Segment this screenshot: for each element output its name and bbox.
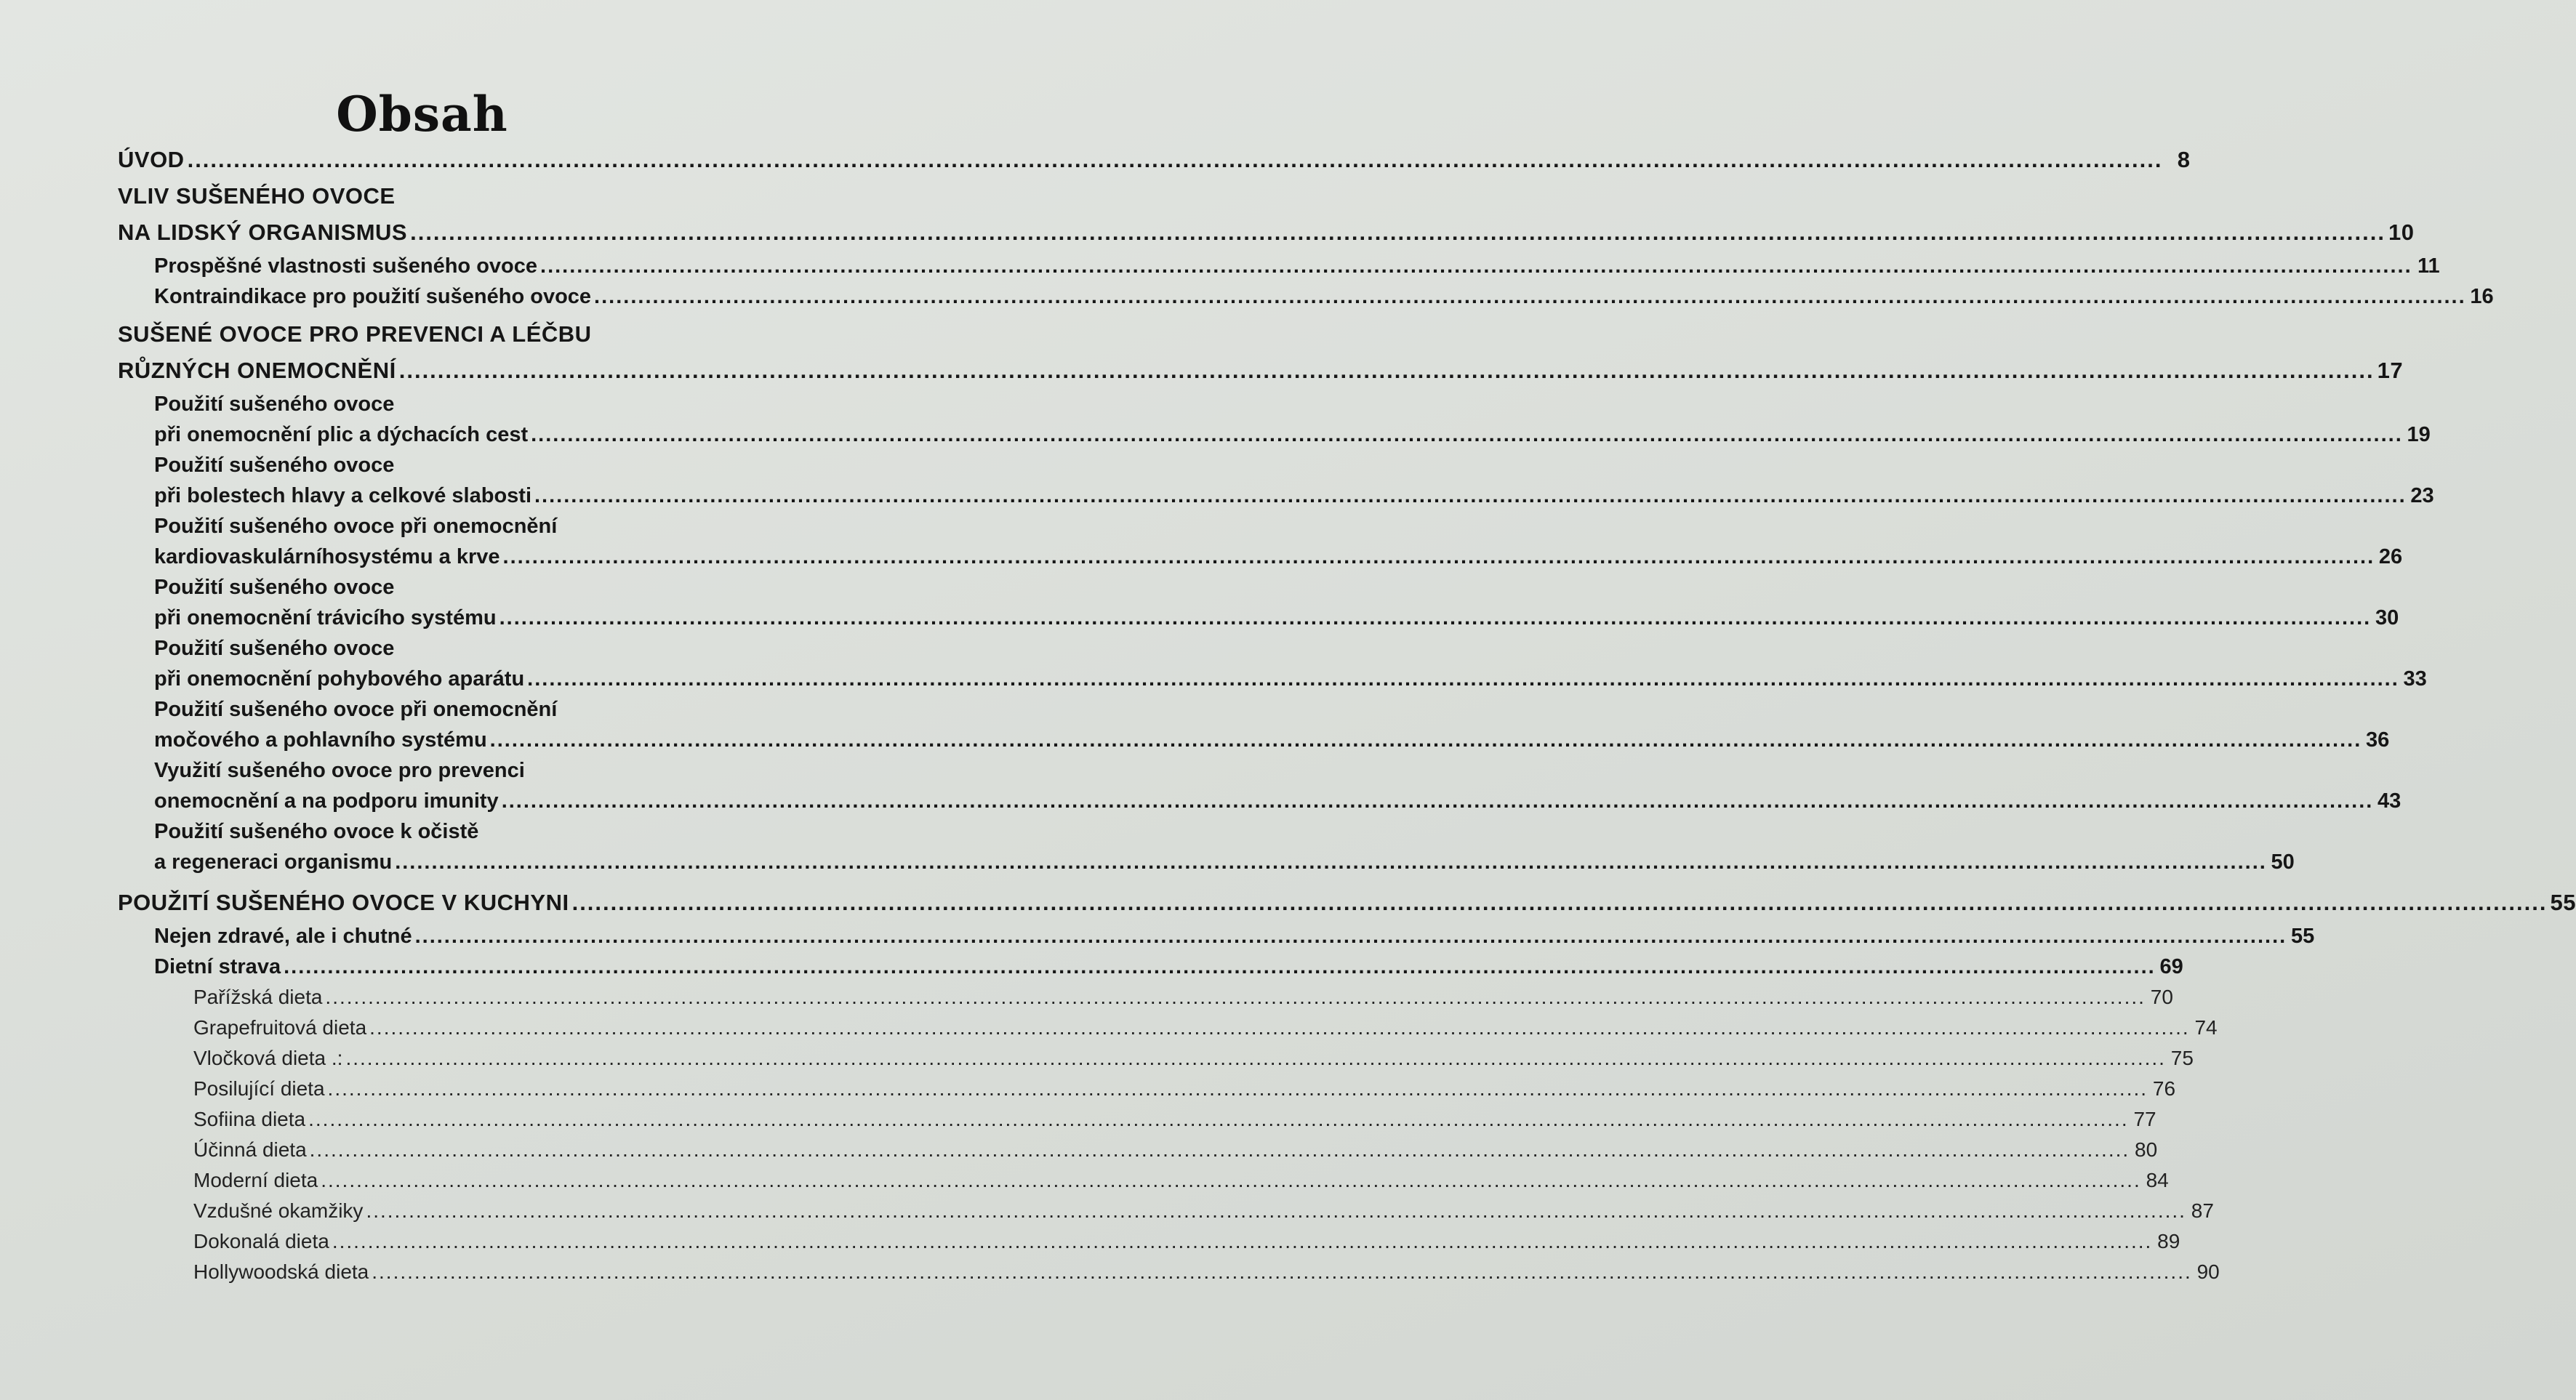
leader-dots: ................................................................................................................................................................................................................................................................	[531, 423, 2403, 446]
toc-entry-posilujici	[118, 1074, 2176, 1104]
toc-entry-label: Vzdušné okamžiky	[193, 1199, 364, 1222]
toc-entry-grapefruitova	[118, 1013, 2218, 1043]
toc-entry-travici-line2	[118, 603, 2399, 633]
leader-dots: ................................................................................................................................................................................................................................................................	[398, 358, 2375, 383]
toc-page-number: 55	[2290, 925, 2315, 948]
toc-page-number: 90	[2196, 1260, 2220, 1283]
leader-dots: ................................................................................................................................................................................................................................................................	[540, 254, 2412, 278]
leader-dots: ................................................................................................................................................................................................................................................................	[502, 545, 2375, 568]
toc-entry-ocista-line1	[118, 816, 743, 847]
toc-page-number: 84	[2146, 1169, 2169, 1191]
leader-dots: ................................................................................................................................................................................................................................................................	[369, 1016, 2190, 1039]
toc-entry-label: Hollywoodská dieta	[193, 1260, 369, 1283]
toc-entry-prevence-line2	[118, 353, 2404, 389]
toc-entry-label: Použití sušeného ovoce při onemocnění	[154, 698, 558, 721]
leader-dots: ................................................................................................................................................................................................................................................................	[366, 1199, 2186, 1222]
leader-dots: ................................................................................................................................................................................................................................................................	[534, 484, 2407, 507]
toc-entry-label: při onemocnění trávicího systému	[154, 606, 497, 629]
leader-dots: ................................................................................................................................................................................................................................................................	[594, 285, 2466, 308]
toc-entry-ocista-line2	[118, 847, 2295, 877]
leader-dots: ................................................................................................................................................................................................................................................................	[571, 890, 2548, 915]
toc-entry-label: Nejen zdravé, ale i chutné	[154, 925, 412, 948]
toc-entry-label: NA LIDSKÝ ORGANISMUS	[118, 220, 408, 245]
toc-entry-pohyb-line1	[118, 633, 743, 664]
toc-page-number: 36	[2366, 728, 2390, 752]
toc-page-number: 74	[2194, 1016, 2218, 1039]
toc-page-number: 23	[2410, 484, 2434, 507]
toc-page-number: 55	[2550, 890, 2576, 915]
toc-page-number: 26	[2378, 545, 2403, 568]
toc-entry-label: Posilující dieta	[193, 1077, 325, 1100]
toc-entry-dietni-strava	[118, 952, 2183, 982]
toc-entry-mocovy-line2	[118, 725, 2390, 755]
toc-entry-kontraindikace	[118, 281, 2494, 312]
toc-entry-label: Dietní strava	[154, 955, 281, 978]
toc-entry-kuchyne	[118, 885, 2576, 921]
toc-entry-label: Kontraindikace pro použití sušeného ovoce	[154, 285, 592, 308]
toc-entry-label: Pařížská dieta	[193, 986, 323, 1008]
toc-entry-hollywoodska	[118, 1257, 2220, 1287]
leader-dots: ................................................................................................................................................................................................................................................................	[321, 1169, 2141, 1191]
toc-entry-ucinna	[118, 1135, 2158, 1165]
toc-entry-prevence-line1	[118, 316, 743, 353]
toc-entry-hlava-line1	[118, 450, 743, 480]
toc-entry-label: Použití sušeného ovoce	[154, 393, 395, 416]
leader-dots: ................................................................................................................................................................................................................................................................	[327, 1077, 2148, 1100]
toc-page-number: 70	[2150, 986, 2173, 1008]
toc-entry-plice-line2	[118, 419, 2431, 450]
toc-page-number: 77	[2133, 1108, 2156, 1130]
toc-entry-label: Použití sušeného ovoce	[154, 637, 395, 660]
toc-page-number: 75	[2170, 1047, 2194, 1069]
toc-entry-label: Účinná dieta	[193, 1138, 307, 1161]
toc-entry-label: ÚVOD	[118, 147, 185, 172]
toc-page-number: 43	[2378, 789, 2402, 813]
toc-entry-kardio-line1	[118, 511, 743, 542]
toc-entry-label: POUŽITÍ SUŠENÉHO OVOCE V KUCHYNI	[118, 890, 569, 915]
leader-dots: ................................................................................................................................................................................................................................................................	[308, 1108, 2129, 1130]
toc-entry-parizska	[118, 982, 2173, 1013]
toc-page-number: 89	[2157, 1230, 2180, 1252]
toc-entry-label: Moderní dieta	[193, 1169, 318, 1191]
toc-entry-label: Použití sušeného ovoce	[154, 576, 395, 599]
toc-entry-label: onemocnění a na podporu imunity	[154, 789, 499, 813]
toc-entry-plice-line1	[118, 389, 743, 419]
toc-page-number: 30	[2375, 606, 2399, 629]
toc-entry-vzdusne	[118, 1196, 2214, 1226]
leader-dots: ................................................................................................................................................................................................................................................................	[499, 606, 2372, 629]
toc-entry-label: močového a pohlavního systému	[154, 728, 487, 752]
toc-entry-label: Vločková dieta .:	[193, 1047, 343, 1069]
toc-entry-label: Prospěšné vlastnosti sušeného ovoce	[154, 254, 538, 278]
toc-entry-label: RŮZNÝCH ONEMOCNĚNÍ	[118, 358, 396, 383]
leader-dots: ................................................................................................................................................................................................................................................................	[332, 1230, 2153, 1252]
leader-dots: ................................................................................................................................................................................................................................................................	[395, 850, 2267, 874]
toc-entry-label: Využití sušeného ovoce pro prevenci	[154, 759, 525, 782]
toc-entry-nejen-zdrave	[118, 921, 2315, 952]
toc-entry-imunita-line2	[118, 786, 2402, 816]
toc-entry-label: při onemocnění plic a dýchacích cest	[154, 423, 529, 446]
toc-page-number: 87	[2191, 1199, 2214, 1222]
toc-page-number: 19	[2407, 423, 2431, 446]
leader-dots: ................................................................................................................................................................................................................................................................	[527, 667, 2399, 691]
toc-page-number: 17	[2377, 358, 2404, 383]
toc-entry-vliv-line1	[118, 178, 743, 214]
toc-entry-label: při bolestech hlavy a celkové slabosti	[154, 484, 531, 507]
toc-entry-label: SUŠENÉ OVOCE PRO PREVENCI A LÉČBU	[118, 321, 592, 347]
toc-entry-label: Použití sušeného ovoce při onemocnění	[154, 515, 558, 538]
leader-dots: ................................................................................................................................................................................................................................................................	[325, 986, 2146, 1008]
leader-dots: ................................................................................................................................................................................................................................................................	[410, 220, 2386, 245]
toc-entry-label: a regeneraci organismu	[154, 850, 393, 874]
table-of-contents	[118, 142, 2576, 1287]
leader-dots: ................................................................................................................................................................................................................................................................	[414, 925, 2287, 948]
toc-entry-label: Použití sušeného ovoce	[154, 454, 395, 477]
toc-entry-travici-line1	[118, 572, 743, 603]
toc-entry-dokonala	[118, 1226, 2180, 1257]
toc-entry-vlockova	[118, 1043, 2194, 1074]
toc-page-number: 8	[2177, 147, 2191, 172]
toc-entry-moderni	[118, 1165, 2169, 1196]
toc-page-number: 16	[2470, 285, 2494, 308]
toc-entry-prospesne	[118, 251, 2440, 281]
toc-entry-hlava-line2	[118, 480, 2434, 511]
toc-entry-label: při onemocnění pohybového aparátu	[154, 667, 525, 691]
toc-entry-sofiina	[118, 1104, 2156, 1135]
toc-entry-label: Použití sušeného ovoce k očistě	[154, 820, 479, 843]
toc-entry-label: Grapefruitová dieta	[193, 1016, 367, 1039]
toc-entry-label: Sofiina dieta	[193, 1108, 306, 1130]
toc-entry-kardio-line2	[118, 542, 2403, 572]
toc-page-number: 76	[2152, 1077, 2176, 1100]
page-title: Obsah	[336, 86, 508, 142]
toc-page-number: 10	[2388, 220, 2415, 245]
toc-entry-pohyb-line2	[118, 664, 2427, 694]
toc-page-number: 11	[2417, 254, 2440, 278]
leader-dots: ................................................................................................................................................................................................................................................................	[284, 955, 2156, 978]
leader-dots: ................................................................................................................................................................................................................................................................	[187, 147, 2163, 172]
leader-dots: ................................................................................................................................................................................................................................................................	[372, 1260, 2192, 1283]
toc-entry-vliv-line2	[118, 214, 2415, 251]
toc-entry-label: kardiovaskulárníhosystému a krve	[154, 545, 500, 568]
toc-page-number: 50	[2271, 850, 2295, 874]
toc-entry-imunita-line1	[118, 755, 743, 786]
toc-entry-mocovy-line1	[118, 694, 743, 725]
leader-dots: ................................................................................................................................................................................................................................................................	[501, 789, 2374, 813]
toc-page-number: 80	[2135, 1138, 2158, 1161]
toc-entry-label: VLIV SUŠENÉHO OVOCE	[118, 183, 396, 209]
leader-dots: ................................................................................................................................................................................................................................................................	[489, 728, 2362, 752]
toc-page-number: 69	[2159, 955, 2183, 978]
toc-entry-label: Dokonalá dieta	[193, 1230, 329, 1252]
leader-dots: ................................................................................................................................................................................................................................................................	[309, 1138, 2130, 1161]
toc-entry-uvod	[118, 142, 2191, 178]
toc-page-number: 33	[2403, 667, 2427, 691]
leader-dots: ................................................................................................................................................................................................................................................................	[345, 1047, 2166, 1069]
